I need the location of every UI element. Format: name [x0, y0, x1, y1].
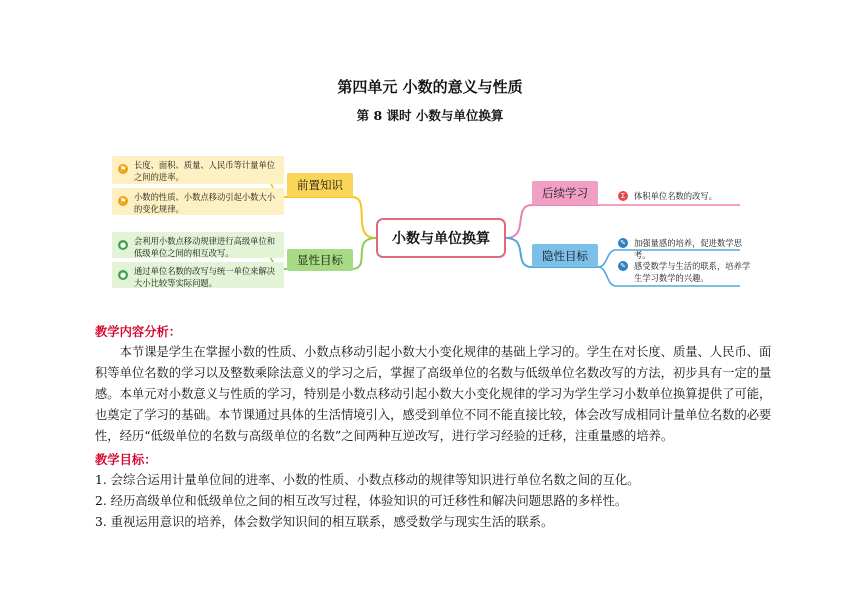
leaf-text: 感受数学与生活的联系，培养学生学习数学的兴趣。 — [634, 261, 751, 283]
unit-title: 第四单元 小数的意义与性质 — [337, 78, 523, 96]
lesson-title: 第 8 课时 小数与单位换算 — [356, 108, 504, 123]
teaching-goals-section — [95, 449, 775, 533]
leaf-text: 加强量感的培养，促进数学思考。 — [634, 238, 742, 260]
content-analysis-section — [95, 321, 775, 447]
leaf-text: 小数的性质、小数点移动引起小数大小的变化规律。 — [134, 192, 276, 214]
leaf-implicit-goal-1 — [612, 237, 752, 261]
central-topic: 小数与单位换算 — [376, 218, 506, 258]
category-implicit-goals: 隐性目标 — [532, 244, 598, 267]
category-explicit-goals: 显性目标 — [287, 249, 353, 271]
leaf-prior-knowledge-2 — [112, 188, 284, 215]
person-icon: ● — [119, 241, 127, 249]
teaching-goals-heading: 教学目标： — [95, 452, 157, 467]
flag-icon: ⚑ — [119, 197, 127, 205]
leaf-text: 体积单位名数的改写。 — [634, 191, 717, 201]
leaf-implicit-goal-2 — [612, 260, 752, 284]
goal-item-1: 1. 会综合运用计量单位间的进率、小数的性质、小数点移动的规律等知识进行单位名数之间的互化。 — [95, 473, 640, 487]
pencil-icon: ✎ — [618, 238, 628, 248]
sigma-icon: Σ — [618, 191, 628, 201]
leaf-prior-knowledge-1 — [112, 156, 284, 184]
goal-item-2: 2. 经历高级单位和低级单位之间的相互改写过程，体验知识的可迁移性和解决问题思路的多样性。 — [95, 494, 628, 508]
pencil-icon: ✎ — [618, 261, 628, 271]
goal-item-3: 3. 重视运用意识的培养，体会数学知识间的相互联系，感受数学与现实生活的联系。 — [95, 515, 554, 529]
leaf-explicit-goal-2 — [112, 262, 284, 288]
leaf-explicit-goal-1 — [112, 232, 284, 258]
content-analysis-paragraph: 本节课是学生在掌握小数的性质、小数点移动引起小数大小变化规律的基础上学习的。学生在对长度、质量、人民币、面积等单位名数的学习以及整数乘除法意义的学习之后，掌握了高级单位的名数与低级单位名数改写的方法，初步具有一定的量感。本单元对小数意义与性质的学习，特别是小数点移动引起小数大小变化规律的学习为学生学习小数单位换算提供了可能，也奠定了学习的基础。本节课通过具体的生活情境引入，感受到单位不同不能直接比较，体会改写成相同计量单位名数的必要性，经历“低级单位的名数与高级单位的名数”之间两种互逆改写，进行学习经验的迁移，注重量感的培养。 — [95, 345, 772, 443]
leaf-text: 长度、面积、质量、人民币等计量单位之间的进率。 — [134, 160, 276, 182]
category-prior-knowledge: 前置知识 — [287, 173, 353, 197]
leaf-text: 通过单位名数的改写与统一单位来解决大小比较等实际问题。 — [134, 266, 276, 288]
person-icon: ● — [119, 271, 127, 279]
category-follow-up: 后续学习 — [532, 181, 598, 205]
leaf-text: 会利用小数点移动规律进行高级单位和低级单位之间的相互改写。 — [134, 236, 276, 258]
content-analysis-heading: 教学内容分析： — [95, 324, 182, 339]
flag-icon: ⚑ — [119, 165, 127, 173]
leaf-follow-up-1 — [612, 190, 752, 202]
